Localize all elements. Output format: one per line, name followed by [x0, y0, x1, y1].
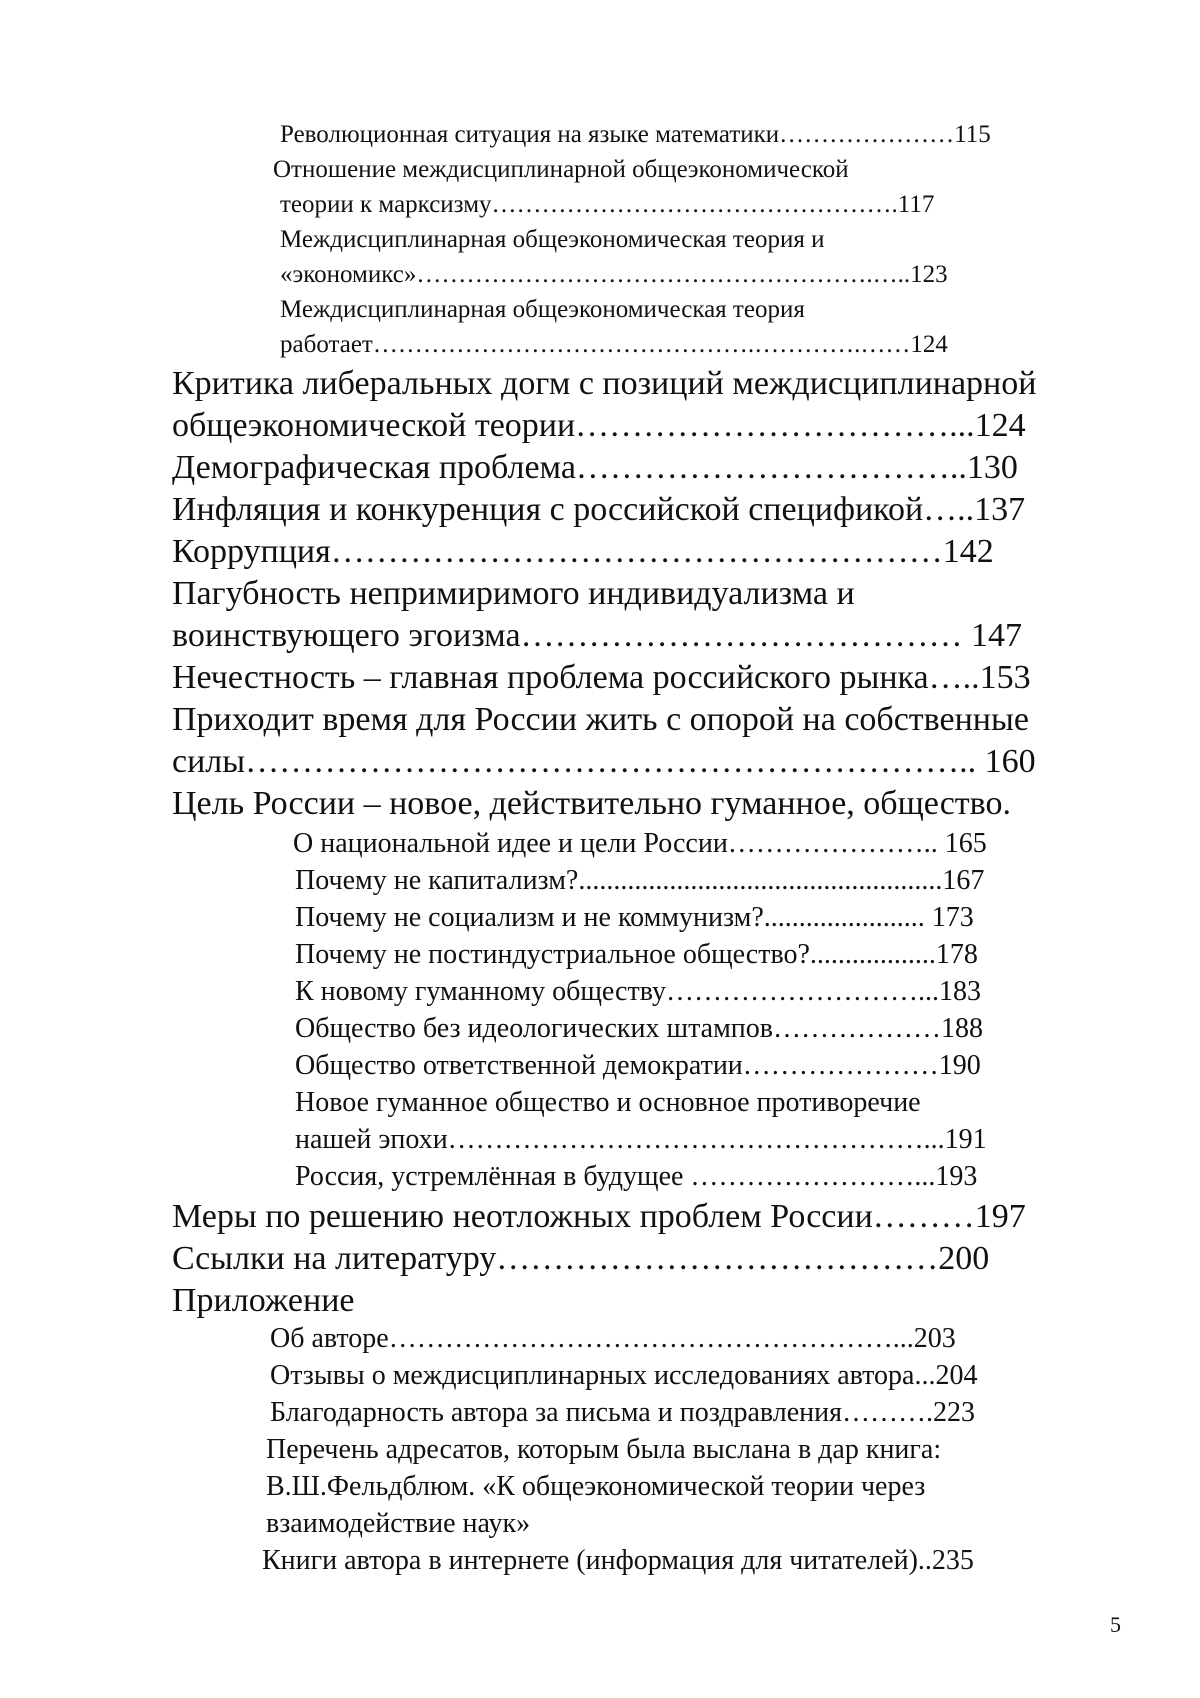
toc-entry: теории к марксизму………………………………………….117	[280, 191, 935, 218]
toc-entry: Россия, устремлённая в будущее ……………………...193	[295, 1161, 978, 1192]
toc-entry: Новое гуманное общество и основное противоречие	[295, 1087, 921, 1118]
toc-entry: Междисциплинарная общеэкономическая теория и	[280, 226, 825, 253]
toc-entry: Нечестность – главная проблема российского рынка…..153	[172, 659, 1031, 696]
toc-entry: Коррупция………………………………………………142	[172, 533, 994, 570]
toc-entry: О национальной идее и цели России………………….. 165	[293, 828, 987, 859]
toc-entry: Пагубность непримиримого индивидуализма и	[172, 575, 855, 612]
toc-entry: воинствующего эгоизма………………………………… 147	[172, 617, 1023, 654]
toc-entry: Критика либеральных догм с позиций междисциплинарной	[172, 365, 1037, 402]
toc-entry: Об авторе………………………………………………...203	[270, 1323, 956, 1354]
toc-entry: Приложение	[172, 1282, 355, 1319]
toc-entry: Меры по решению неотложных проблем России………197	[172, 1198, 1026, 1235]
toc-entry: общеэкономической теории……………………………...124	[172, 407, 1026, 444]
toc-entry: Перечень адресатов, которым была выслана в дар книга:	[266, 1434, 942, 1465]
toc-entry: Демографическая проблема……………………………..130	[172, 449, 1018, 486]
toc-entry: В.Ш.Фельдблюм. «К общеэкономической теории через	[266, 1471, 926, 1502]
toc-entry: Революционная ситуация на языке математики…………………115	[280, 121, 991, 148]
toc-entry: Благодарность автора за письма и поздравления……….223	[270, 1397, 976, 1428]
toc-entry: К новому гуманному обществу………………………...183	[295, 976, 981, 1007]
toc-entry: работает……………………………………….………….……124	[280, 331, 948, 358]
toc-entry: Отношение междисциплинарной общеэкономической	[273, 156, 849, 183]
toc-entry: Книги автора в интернете (информация для читателей)..235	[262, 1545, 974, 1576]
toc-entry: Общество ответственной демократии…………………190	[295, 1050, 981, 1081]
toc-entry: взаимодействие наук»	[266, 1508, 531, 1539]
toc-entry: Приходит время для России жить с опорой на собственные	[172, 701, 1029, 738]
toc-entry: Общество без идеологических штампов………………188	[295, 1013, 983, 1044]
toc-entry: Почему не постиндустриальное общество?..................178	[295, 939, 978, 970]
toc-entry: Отзывы о междисциплинарных исследованиях автора...204	[270, 1360, 978, 1391]
toc-entry: нашей эпохи……………………………………………...191	[295, 1124, 987, 1155]
page-number: 5	[1110, 1612, 1121, 1637]
toc-entry: Междисциплинарная общеэкономическая теория	[280, 296, 805, 323]
toc-entry: Почему не капитализм?....................................................167	[295, 865, 985, 896]
toc-entry: Инфляция и конкуренция с российской спецификой…..137	[172, 491, 1026, 528]
toc-entry: силы……………………………………………………….. 160	[172, 743, 1036, 780]
toc-entry: Ссылки на литературу…………………………………200	[172, 1240, 990, 1277]
toc-entry: «экономикс»……………………………………………….…..123	[280, 261, 948, 288]
toc-entry: Почему не социализм и не коммунизм?....................... 173	[295, 902, 974, 933]
toc-entry: Цель России – новое, действительно гуманное, общество.	[172, 785, 1011, 822]
